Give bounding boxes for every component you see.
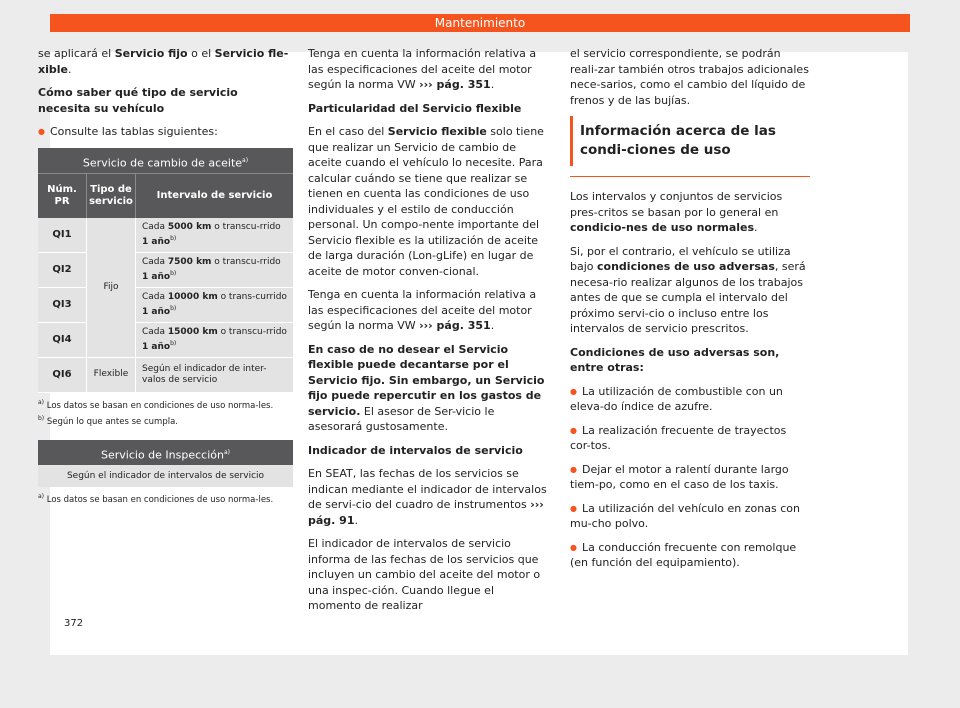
footnote-marker: b) bbox=[170, 234, 177, 242]
footnote-text: Los datos se basan en condiciones de uso norma-les. bbox=[46, 400, 274, 411]
paragraph-text: Tenga en cuenta la información relativa a las especificaciones del aceite del motor según la norma VW bbox=[308, 288, 537, 332]
column-3 bbox=[570, 46, 810, 579]
subheading bbox=[570, 345, 810, 376]
subheading-text: Indicador de intervalos de servicio bbox=[308, 443, 523, 457]
paragraph-text: El asesor de Ser-vicio le asesorará gustosamente. bbox=[308, 404, 495, 433]
service-type: Flexible bbox=[87, 357, 136, 392]
footnote-marker: b) bbox=[38, 415, 45, 423]
interval-km: 10000 km bbox=[167, 291, 218, 302]
footnote-marker: b) bbox=[170, 339, 177, 347]
bullet-item: ● La utilización de combustible con un eleva-do índice de azufre. bbox=[570, 384, 810, 415]
paragraph-bold: condiciones de uso adversas bbox=[597, 260, 775, 273]
service-interval bbox=[136, 252, 294, 287]
page-reference-link[interactable]: ››› pág. 91 bbox=[308, 498, 544, 527]
pr-number: QI4 bbox=[38, 322, 87, 357]
interval-year: 1 año bbox=[142, 341, 171, 352]
footnote-marker: a) bbox=[38, 398, 45, 406]
info-box-title: Información acerca de las condi-ciones de uso bbox=[570, 116, 810, 166]
inspection-table-title bbox=[38, 440, 293, 465]
service-type: Fijo bbox=[87, 218, 136, 358]
paragraph bbox=[308, 287, 548, 334]
interval-km: 15000 km bbox=[167, 326, 218, 337]
section-header bbox=[50, 14, 910, 32]
service-interval: Según el indicador de inter-valos de servicio bbox=[136, 357, 294, 392]
subheading bbox=[308, 443, 548, 459]
paragraph-text: Tenga en cuenta la información relativa a las especificaciones del aceite del motor según la norma VW bbox=[308, 47, 537, 91]
column-1 bbox=[38, 46, 293, 506]
service-interval bbox=[136, 287, 294, 322]
paragraph-bold: Servicio flexible bbox=[387, 125, 487, 138]
bullet-item: ● La realización frecuente de trayectos cor-tos. bbox=[570, 423, 810, 454]
table-header-row bbox=[38, 173, 293, 218]
footnote-a2 bbox=[38, 491, 293, 506]
paragraph-end: . bbox=[354, 513, 358, 527]
table-row bbox=[38, 252, 293, 287]
paragraph-end: . bbox=[490, 319, 495, 332]
interval-text: o trans-currido bbox=[217, 291, 287, 302]
paragraph bbox=[308, 466, 548, 528]
paragraph-text: En el caso del bbox=[308, 125, 388, 138]
paragraph-text: solo tiene que realizar un Servicio de cambio de aceite cuando el vehículo lo necesite. Para calcular cuándo se tiene que realizar se tienen en cuenta las condiciones de uso individuales y el estilo de conducción personal. Un compo-nente importante del Servicio flexible es la utilización de aceite de larga duración (Lon-gLife) en lugar de aceite de motor conven-cional. bbox=[308, 125, 544, 278]
paragraph bbox=[570, 189, 810, 236]
footnote-a bbox=[38, 397, 293, 412]
intro-bold-flexible: Servicio fle-xible bbox=[38, 47, 289, 76]
footnote-marker: b) bbox=[170, 304, 177, 312]
footnote-text: Según lo que antes se cumpla. bbox=[46, 417, 178, 428]
service-interval bbox=[136, 322, 294, 357]
intro-end: . bbox=[67, 62, 72, 76]
interval-text: o transcu-rrido bbox=[211, 221, 281, 232]
paragraph-text: Los intervalos y conjuntos de servicios pres-critos se basan por lo general en bbox=[570, 190, 783, 219]
footnote-marker: a) bbox=[242, 156, 249, 164]
subheading bbox=[308, 101, 548, 117]
intro-bold-fijo: Servicio fijo bbox=[114, 47, 188, 60]
oil-table-title-text: Servicio de cambio de aceite bbox=[82, 156, 243, 170]
paragraph-text: Si, por el contrario, el vehículo se utiliza bajo bbox=[570, 244, 791, 273]
col-header-intervalo: Intervalo de servicio bbox=[136, 173, 294, 218]
paragraph-text: , será necesa-rio realizar algunos de los trabajos antes de que se cumpla el intervalo del próximo servi-cio o incluso entre los intervalos de servicio prescritos. bbox=[570, 260, 806, 335]
subheading-text: Cómo saber qué tipo de servicio necesita su vehículo bbox=[38, 86, 238, 115]
paragraph-end: . bbox=[754, 221, 758, 234]
interval-km: 7500 km bbox=[167, 256, 212, 267]
paragraph: El indicador de intervalos de servicio informa de las fechas de los servicios que incluyen un cambio del aceite del motor o una inspec-ción. Cuando llegue el momento de realizar bbox=[308, 537, 541, 612]
oil-change-table bbox=[38, 173, 293, 393]
footnote-marker: a) bbox=[223, 449, 230, 457]
interval-text: Cada bbox=[142, 256, 168, 267]
paragraph: el servicio correspondiente, se podrán reali-zar también otros trabajos adicionales nece-sarios, como el cambio del líquido de frenos y de las bujías. bbox=[570, 47, 809, 107]
pr-number: QI6 bbox=[38, 357, 87, 392]
paragraph-end: . bbox=[490, 78, 495, 91]
subheading-text: Particularidad del Servicio flexible bbox=[308, 101, 522, 115]
section-title: Mantenimiento bbox=[434, 16, 526, 30]
table-row bbox=[38, 287, 293, 322]
bullet-item: ● Consulte las tablas siguientes: bbox=[38, 124, 293, 140]
oil-table-title bbox=[38, 148, 293, 173]
column-2 bbox=[308, 46, 548, 622]
paragraph bbox=[308, 124, 548, 279]
intro-text-mid: o el bbox=[187, 47, 215, 60]
col-header-tipo: Tipo de servicio bbox=[87, 173, 136, 218]
footnote-text: Los datos se basan en condiciones de uso norma-les. bbox=[46, 494, 274, 505]
interval-year: 1 año bbox=[142, 236, 171, 247]
pr-number: QI3 bbox=[38, 287, 87, 322]
table-row bbox=[38, 357, 293, 392]
service-interval bbox=[136, 218, 294, 253]
interval-year: 1 año bbox=[142, 306, 171, 317]
bullet-item: ● Dejar el motor a ralentí durante largo tiem-po, como en el caso de los taxis. bbox=[570, 462, 810, 493]
pr-number: QI2 bbox=[38, 252, 87, 287]
page-number: 372 bbox=[64, 618, 84, 629]
interval-text: Cada bbox=[142, 291, 168, 302]
footnote-b bbox=[38, 413, 293, 428]
intro-paragraph bbox=[38, 46, 293, 77]
paragraph-bold: En caso de no desear el Servicio flexible puede decantarse por el Servicio fijo. Sin embargo, un Servicio fijo puede repercutir en los gastos de servicio. bbox=[308, 342, 545, 418]
interval-text: Cada bbox=[142, 326, 168, 337]
interval-year: 1 año bbox=[142, 271, 171, 282]
page-reference-link[interactable]: ››› pág. 351 bbox=[419, 319, 491, 332]
footnote-marker: b) bbox=[170, 269, 177, 277]
info-box bbox=[570, 116, 810, 177]
paragraph bbox=[308, 46, 548, 93]
bullet-item: ● La conducción frecuente con remolque (en función del equipamiento). bbox=[570, 540, 810, 571]
paragraph bbox=[570, 244, 810, 337]
interval-text: Cada bbox=[142, 221, 168, 232]
table-row bbox=[38, 322, 293, 357]
paragraph-bold: condicio-nes de uso normales bbox=[570, 221, 755, 234]
paragraph bbox=[308, 342, 548, 435]
table-row bbox=[38, 218, 293, 253]
bullet-item: ● La utilización del vehículo en zonas con mu-cho polvo. bbox=[570, 501, 810, 532]
inspection-table-row: Según el indicador de intervalos de servicio bbox=[38, 465, 293, 487]
pr-number: QI1 bbox=[38, 218, 87, 253]
col-header-num: Núm. PR bbox=[38, 173, 87, 218]
inspection-table-title-text: Servicio de Inspección bbox=[101, 448, 224, 462]
subheading bbox=[38, 85, 293, 116]
paragraph-text: En SEAT, las fechas de los servicios se indican mediante el indicador de intervalos de servi-cio del cuadro de instrumentos bbox=[308, 467, 547, 511]
subheading-text: Condiciones de uso adversas son, entre otras: bbox=[570, 345, 780, 374]
intro-text: se aplicará el bbox=[38, 47, 115, 60]
interval-text: o transcu-rrido bbox=[211, 256, 281, 267]
page-reference-link[interactable]: ››› pág. 351 bbox=[419, 78, 491, 91]
interval-km: 5000 km bbox=[167, 221, 212, 232]
footnote-marker: a) bbox=[38, 493, 45, 501]
interval-text: o transcu-rrido bbox=[217, 326, 287, 337]
